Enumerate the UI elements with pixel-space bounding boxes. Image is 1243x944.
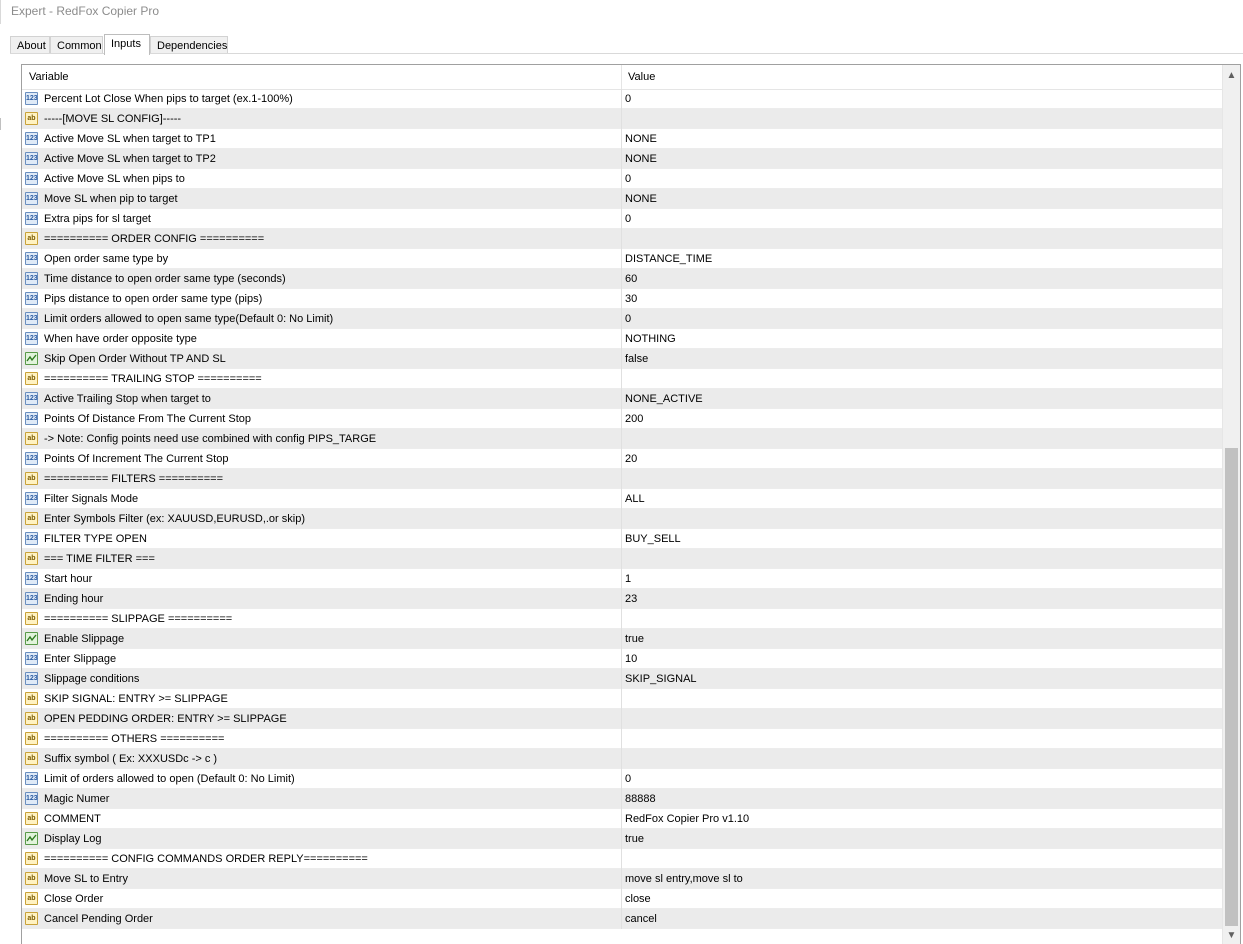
table-row[interactable] bbox=[22, 609, 1222, 629]
grid-rows bbox=[22, 89, 1222, 929]
numeric-type-icon: 123 bbox=[25, 212, 38, 225]
string-type-icon: ab bbox=[25, 892, 38, 905]
table-row[interactable] bbox=[22, 449, 1222, 469]
table-row[interactable] bbox=[22, 809, 1222, 829]
table-row[interactable] bbox=[22, 369, 1222, 389]
parameter-value[interactable]: 60 bbox=[625, 273, 638, 285]
string-type-icon: ab bbox=[25, 912, 38, 925]
table-row[interactable] bbox=[22, 889, 1222, 909]
table-row[interactable] bbox=[22, 489, 1222, 509]
parameter-value[interactable]: 0 bbox=[625, 93, 632, 105]
cell-divider bbox=[621, 249, 622, 269]
parameter-value[interactable]: close bbox=[625, 893, 651, 905]
tab-common[interactable]: Common bbox=[50, 36, 103, 54]
column-header-variable[interactable]: Variable bbox=[29, 71, 69, 83]
parameter-name: ========== TRAILING STOP ========== bbox=[44, 373, 262, 385]
string-type-icon: ab bbox=[25, 852, 38, 865]
table-row[interactable] bbox=[22, 769, 1222, 789]
parameter-name: When have order opposite type bbox=[44, 333, 197, 345]
cell-divider bbox=[621, 849, 622, 869]
table-row[interactable] bbox=[22, 709, 1222, 729]
string-type-icon: ab bbox=[25, 732, 38, 745]
table-row[interactable] bbox=[22, 629, 1222, 649]
cell-divider bbox=[621, 429, 622, 449]
table-row[interactable] bbox=[22, 429, 1222, 449]
string-type-icon: ab bbox=[25, 712, 38, 725]
parameter-name: ========== FILTERS ========== bbox=[44, 473, 224, 485]
parameter-value[interactable]: 1 bbox=[625, 573, 632, 585]
cell-divider bbox=[621, 409, 622, 429]
cell-divider bbox=[621, 809, 622, 829]
parameter-name: Extra pips for sl target bbox=[44, 213, 151, 225]
table-row[interactable] bbox=[22, 649, 1222, 669]
table-row[interactable] bbox=[22, 569, 1222, 589]
parameter-name: Points Of Increment The Current Stop bbox=[44, 453, 229, 465]
cell-divider bbox=[621, 209, 622, 229]
cell-divider bbox=[621, 829, 622, 849]
parameter-value[interactable]: NONE bbox=[625, 133, 657, 145]
parameter-name: ========== OTHERS ========== bbox=[44, 733, 225, 745]
cell-divider bbox=[621, 569, 622, 589]
parameter-value[interactable]: NONE bbox=[625, 193, 657, 205]
numeric-type-icon: 123 bbox=[25, 452, 38, 465]
table-row[interactable] bbox=[22, 209, 1222, 229]
numeric-type-icon: 123 bbox=[25, 672, 38, 685]
parameter-value[interactable]: SKIP_SIGNAL bbox=[625, 673, 697, 685]
table-row[interactable] bbox=[22, 849, 1222, 869]
cell-divider bbox=[621, 549, 622, 569]
numeric-type-icon: 123 bbox=[25, 312, 38, 325]
table-row[interactable] bbox=[22, 669, 1222, 689]
parameter-value[interactable]: cancel bbox=[625, 913, 657, 925]
parameter-value[interactable]: 23 bbox=[625, 593, 638, 605]
inputs-grid bbox=[21, 64, 1241, 944]
string-type-icon: ab bbox=[25, 872, 38, 885]
parameter-value[interactable]: 200 bbox=[625, 413, 644, 425]
string-type-icon: ab bbox=[25, 372, 38, 385]
tab-dependencies[interactable]: Dependencies bbox=[150, 36, 228, 54]
table-row[interactable] bbox=[22, 169, 1222, 189]
string-type-icon: ab bbox=[25, 752, 38, 765]
cell-divider bbox=[621, 89, 622, 109]
cell-divider bbox=[621, 749, 622, 769]
table-row[interactable] bbox=[22, 329, 1222, 349]
cell-divider bbox=[621, 229, 622, 249]
string-type-icon: ab bbox=[25, 692, 38, 705]
numeric-type-icon: 123 bbox=[25, 492, 38, 505]
parameter-name: COMMENT bbox=[44, 813, 101, 825]
numeric-type-icon: 123 bbox=[25, 392, 38, 405]
parameter-name: Limit of orders allowed to open (Default 0: No Limit) bbox=[44, 773, 295, 785]
boolean-type-icon bbox=[25, 832, 38, 845]
cell-divider bbox=[621, 309, 622, 329]
table-row[interactable] bbox=[22, 469, 1222, 489]
string-type-icon: ab bbox=[25, 512, 38, 525]
column-divider[interactable] bbox=[621, 65, 622, 89]
tab-about[interactable]: About bbox=[10, 36, 50, 54]
cell-divider bbox=[621, 129, 622, 149]
parameter-name: Pips distance to open order same type (pips) bbox=[44, 293, 263, 305]
parameter-value[interactable]: false bbox=[625, 353, 649, 365]
parameter-value[interactable]: RedFox Copier Pro v1.10 bbox=[625, 813, 750, 825]
scroll-down-arrow-icon[interactable]: ▼ bbox=[1226, 930, 1237, 941]
cell-divider bbox=[621, 709, 622, 729]
cell-divider bbox=[621, 909, 622, 929]
parameter-name: Active Move SL when target to TP2 bbox=[44, 153, 216, 165]
parameter-name: Display Log bbox=[44, 833, 102, 845]
cell-divider bbox=[621, 889, 622, 909]
parameter-name: Percent Lot Close When pips to target (ex.1-100%) bbox=[44, 93, 293, 105]
cell-divider bbox=[621, 689, 622, 709]
parameter-value[interactable]: 0 bbox=[625, 173, 632, 185]
parameter-value[interactable]: move sl entry,move sl to bbox=[625, 873, 743, 885]
cell-divider bbox=[621, 369, 622, 389]
cell-divider bbox=[621, 389, 622, 409]
parameter-value[interactable]: NONE bbox=[625, 153, 657, 165]
numeric-type-icon: 123 bbox=[25, 572, 38, 585]
string-type-icon: ab bbox=[25, 432, 38, 445]
scroll-up-arrow-icon[interactable]: ▲ bbox=[1226, 70, 1237, 81]
cell-divider bbox=[621, 769, 622, 789]
table-row[interactable] bbox=[22, 189, 1222, 209]
parameter-name: Enter Symbols Filter (ex: XAUUSD,EURUSD,.or skip) bbox=[44, 513, 305, 525]
parameter-name: Active Move SL when pips to bbox=[44, 173, 185, 185]
column-header-value[interactable]: Value bbox=[628, 71, 656, 83]
numeric-type-icon: 123 bbox=[25, 132, 38, 145]
parameter-name: === TIME FILTER === bbox=[44, 553, 155, 565]
table-row[interactable] bbox=[22, 309, 1222, 329]
numeric-type-icon: 123 bbox=[25, 412, 38, 425]
table-row[interactable] bbox=[22, 529, 1222, 549]
parameter-value[interactable]: 30 bbox=[625, 293, 638, 305]
numeric-type-icon: 123 bbox=[25, 772, 38, 785]
numeric-type-icon: 123 bbox=[25, 192, 38, 205]
table-row[interactable] bbox=[22, 89, 1222, 109]
string-type-icon: ab bbox=[25, 612, 38, 625]
title-bar bbox=[0, 0, 1243, 24]
parameter-name: Enable Slippage bbox=[44, 633, 125, 645]
parameter-value[interactable]: 20 bbox=[625, 453, 638, 465]
cell-divider bbox=[621, 609, 622, 629]
cell-divider bbox=[621, 269, 622, 289]
cell-divider bbox=[621, 789, 622, 809]
numeric-type-icon: 123 bbox=[25, 252, 38, 265]
cell-divider bbox=[621, 589, 622, 609]
parameter-name: Suffix symbol ( Ex: XXXUSDc -> c ) bbox=[44, 753, 218, 765]
window-title: Expert - RedFox Copier Pro bbox=[11, 4, 160, 18]
table-row[interactable] bbox=[22, 509, 1222, 529]
table-row[interactable] bbox=[22, 549, 1222, 569]
parameter-name: Start hour bbox=[44, 573, 93, 585]
cell-divider bbox=[621, 729, 622, 749]
parameter-value[interactable]: BUY_SELL bbox=[625, 533, 681, 545]
table-row[interactable] bbox=[22, 249, 1222, 269]
parameter-name: -----[MOVE SL CONFIG]----- bbox=[44, 113, 182, 125]
parameter-name: ========== ORDER CONFIG ========== bbox=[44, 233, 265, 245]
table-row[interactable] bbox=[22, 589, 1222, 609]
parameter-name: Limit orders allowed to open same type(Default 0: No Limit) bbox=[44, 313, 334, 325]
cell-divider bbox=[621, 289, 622, 309]
grid-header bbox=[22, 65, 1222, 90]
numeric-type-icon: 123 bbox=[25, 332, 38, 345]
table-row[interactable] bbox=[22, 869, 1222, 889]
numeric-type-icon: 123 bbox=[25, 292, 38, 305]
parameter-name: OPEN PEDDING ORDER: ENTRY >= SLIPPAGE bbox=[44, 713, 287, 725]
boolean-type-icon bbox=[25, 632, 38, 645]
numeric-type-icon: 123 bbox=[25, 532, 38, 545]
parameter-name: Magic Numer bbox=[44, 793, 110, 805]
parameter-name: Filter Signals Mode bbox=[44, 493, 139, 505]
parameter-name: FILTER TYPE OPEN bbox=[44, 533, 147, 545]
tab-inputs[interactable]: Inputs bbox=[104, 34, 150, 55]
table-row[interactable] bbox=[22, 749, 1222, 769]
parameter-value[interactable]: true bbox=[625, 633, 644, 645]
parameter-name: Skip Open Order Without TP AND SL bbox=[44, 353, 226, 365]
cell-divider bbox=[621, 169, 622, 189]
cell-divider bbox=[621, 469, 622, 489]
vertical-scrollbar[interactable] bbox=[1222, 65, 1240, 944]
table-row[interactable] bbox=[22, 289, 1222, 309]
parameter-name: Active Move SL when target to TP1 bbox=[44, 133, 216, 145]
parameter-name: Move SL when pip to target bbox=[44, 193, 178, 205]
parameter-value[interactable]: 10 bbox=[625, 653, 638, 665]
string-type-icon: ab bbox=[25, 552, 38, 565]
parameter-name: Move SL to Entry bbox=[44, 873, 128, 885]
table-row[interactable] bbox=[22, 689, 1222, 709]
cell-divider bbox=[621, 629, 622, 649]
numeric-type-icon: 123 bbox=[25, 652, 38, 665]
parameter-name: ========== SLIPPAGE ========== bbox=[44, 613, 233, 625]
numeric-type-icon: 123 bbox=[25, 592, 38, 605]
cell-divider bbox=[621, 529, 622, 549]
parameter-name: SKIP SIGNAL: ENTRY >= SLIPPAGE bbox=[44, 693, 228, 705]
parameter-name: Open order same type by bbox=[44, 253, 169, 265]
parameter-name: Close Order bbox=[44, 893, 104, 905]
string-type-icon: ab bbox=[25, 472, 38, 485]
cell-divider bbox=[621, 669, 622, 689]
window-edge bbox=[0, 0, 1, 24]
table-row[interactable] bbox=[22, 269, 1222, 289]
cell-divider bbox=[621, 489, 622, 509]
cell-divider bbox=[621, 149, 622, 169]
string-type-icon: ab bbox=[25, 812, 38, 825]
string-type-icon: ab bbox=[25, 112, 38, 125]
table-row[interactable] bbox=[22, 409, 1222, 429]
numeric-type-icon: 123 bbox=[25, 172, 38, 185]
parameter-name: Enter Slippage bbox=[44, 653, 117, 665]
cell-divider bbox=[621, 509, 622, 529]
table-row[interactable] bbox=[22, 109, 1222, 129]
table-row[interactable] bbox=[22, 349, 1222, 369]
parameter-value[interactable]: 0 bbox=[625, 213, 632, 225]
parameter-value[interactable]: 0 bbox=[625, 773, 632, 785]
table-row[interactable] bbox=[22, 729, 1222, 749]
cell-divider bbox=[621, 189, 622, 209]
numeric-type-icon: 123 bbox=[25, 272, 38, 285]
numeric-type-icon: 123 bbox=[25, 92, 38, 105]
parameter-value[interactable]: DISTANCE_TIME bbox=[625, 253, 713, 265]
string-type-icon: ab bbox=[25, 232, 38, 245]
cell-divider bbox=[621, 649, 622, 669]
parameter-value[interactable]: NONE_ACTIVE bbox=[625, 393, 703, 405]
table-row[interactable] bbox=[22, 129, 1222, 149]
parameter-value[interactable]: 88888 bbox=[625, 793, 656, 805]
cell-divider bbox=[621, 449, 622, 469]
scroll-thumb[interactable] bbox=[1225, 448, 1238, 926]
parameter-name: Cancel Pending Order bbox=[44, 913, 153, 925]
cell-divider bbox=[621, 349, 622, 369]
numeric-type-icon: 123 bbox=[25, 792, 38, 805]
parameter-name: Time distance to open order same type (seconds) bbox=[44, 273, 286, 285]
parameter-name: Points Of Distance From The Current Stop bbox=[44, 413, 252, 425]
parameter-value[interactable]: ALL bbox=[625, 493, 645, 505]
table-row[interactable] bbox=[22, 389, 1222, 409]
parameter-name: Slippage conditions bbox=[44, 673, 140, 685]
tab-panel-border bbox=[10, 53, 1243, 54]
cell-divider bbox=[621, 109, 622, 129]
parameter-value[interactable]: true bbox=[625, 833, 644, 845]
table-row[interactable] bbox=[22, 789, 1222, 809]
boolean-type-icon bbox=[25, 352, 38, 365]
numeric-type-icon: 123 bbox=[25, 152, 38, 165]
table-row[interactable] bbox=[22, 229, 1222, 249]
parameter-name: -> Note: Config points need use combined with config PIPS_TARGE bbox=[44, 433, 377, 445]
table-row[interactable] bbox=[22, 149, 1222, 169]
table-row[interactable] bbox=[22, 909, 1222, 929]
cell-divider bbox=[621, 869, 622, 889]
edge-mark bbox=[0, 118, 4, 130]
parameter-name: ========== CONFIG COMMANDS ORDER REPLY========== bbox=[44, 853, 368, 865]
parameter-value[interactable]: NOTHING bbox=[625, 333, 676, 345]
cell-divider bbox=[621, 329, 622, 349]
parameter-name: Active Trailing Stop when target to bbox=[44, 393, 211, 405]
table-row[interactable] bbox=[22, 829, 1222, 849]
parameter-name: Ending hour bbox=[44, 593, 104, 605]
parameter-value[interactable]: 0 bbox=[625, 313, 632, 325]
